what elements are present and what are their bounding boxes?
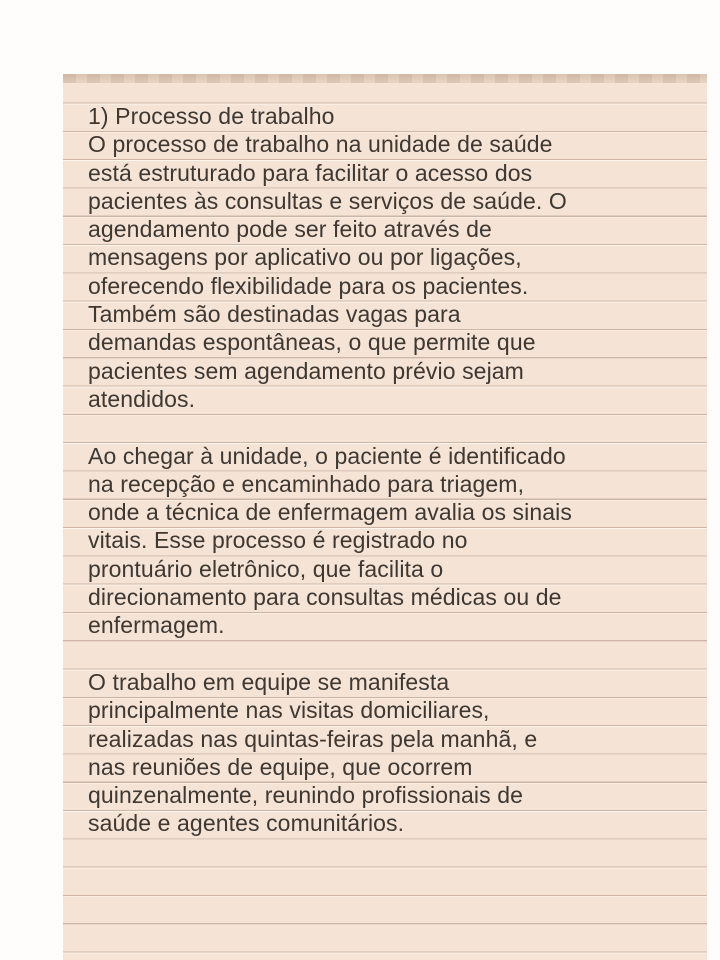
text-line: nas reuniões de equipe, que ocorrem — [88, 753, 473, 780]
paragraph-work-process — [88, 102, 572, 413]
text-line: realizadas nas quintas-feiras pela manhã, e — [88, 725, 538, 752]
text-line: está estruturado para facilitar o acesso dos — [88, 159, 533, 186]
text-line: mensagens por aplicativo ou por ligações, — [88, 244, 522, 271]
text-line: demandas espontâneas, o que permite que — [88, 329, 536, 356]
text-line: vitais. Esse processo é registrado no — [88, 527, 468, 554]
text-line: direcionamento para consultas médicas ou de — [88, 584, 562, 611]
text-line: O trabalho em equipe se manifesta — [88, 668, 450, 695]
text-line: pacientes às consultas e serviços de saúde. O — [88, 187, 567, 214]
text-line: Também são destinadas vagas para — [88, 301, 461, 328]
paragraph-teamwork — [88, 668, 572, 838]
text-line: 1) Processo de trabalho — [88, 103, 335, 129]
text-line: principalmente nas visitas domiciliares, — [88, 697, 490, 724]
text-line: atendidos. — [88, 385, 196, 412]
text-line: onde a técnica de enfermagem avalia os sinais — [88, 499, 572, 526]
paper-torn-edge — [63, 74, 707, 83]
text-line: oferecendo flexibilidade para os pacientes. — [88, 272, 529, 299]
text-line: enfermagem. — [88, 612, 225, 639]
text-line: saúde e agentes comunitários. — [88, 810, 405, 837]
paragraph-patient-arrival — [88, 442, 572, 640]
text-block — [88, 102, 572, 838]
text-line: O processo de trabalho na unidade de saúde — [88, 131, 553, 158]
text-line: quinzenalmente, reunindo profissionais de — [88, 782, 523, 809]
text-line: Ao chegar à unidade, o paciente é identificado — [88, 442, 566, 469]
notepad-paper — [63, 74, 707, 960]
text-line: pacientes sem agendamento prévio sejam — [88, 357, 524, 384]
text-line: prontuário eletrônico, que facilita o — [88, 555, 444, 582]
text-line: agendamento pode ser feito através de — [88, 216, 492, 243]
text-line: na recepção e encaminhado para triagem, — [88, 470, 525, 497]
